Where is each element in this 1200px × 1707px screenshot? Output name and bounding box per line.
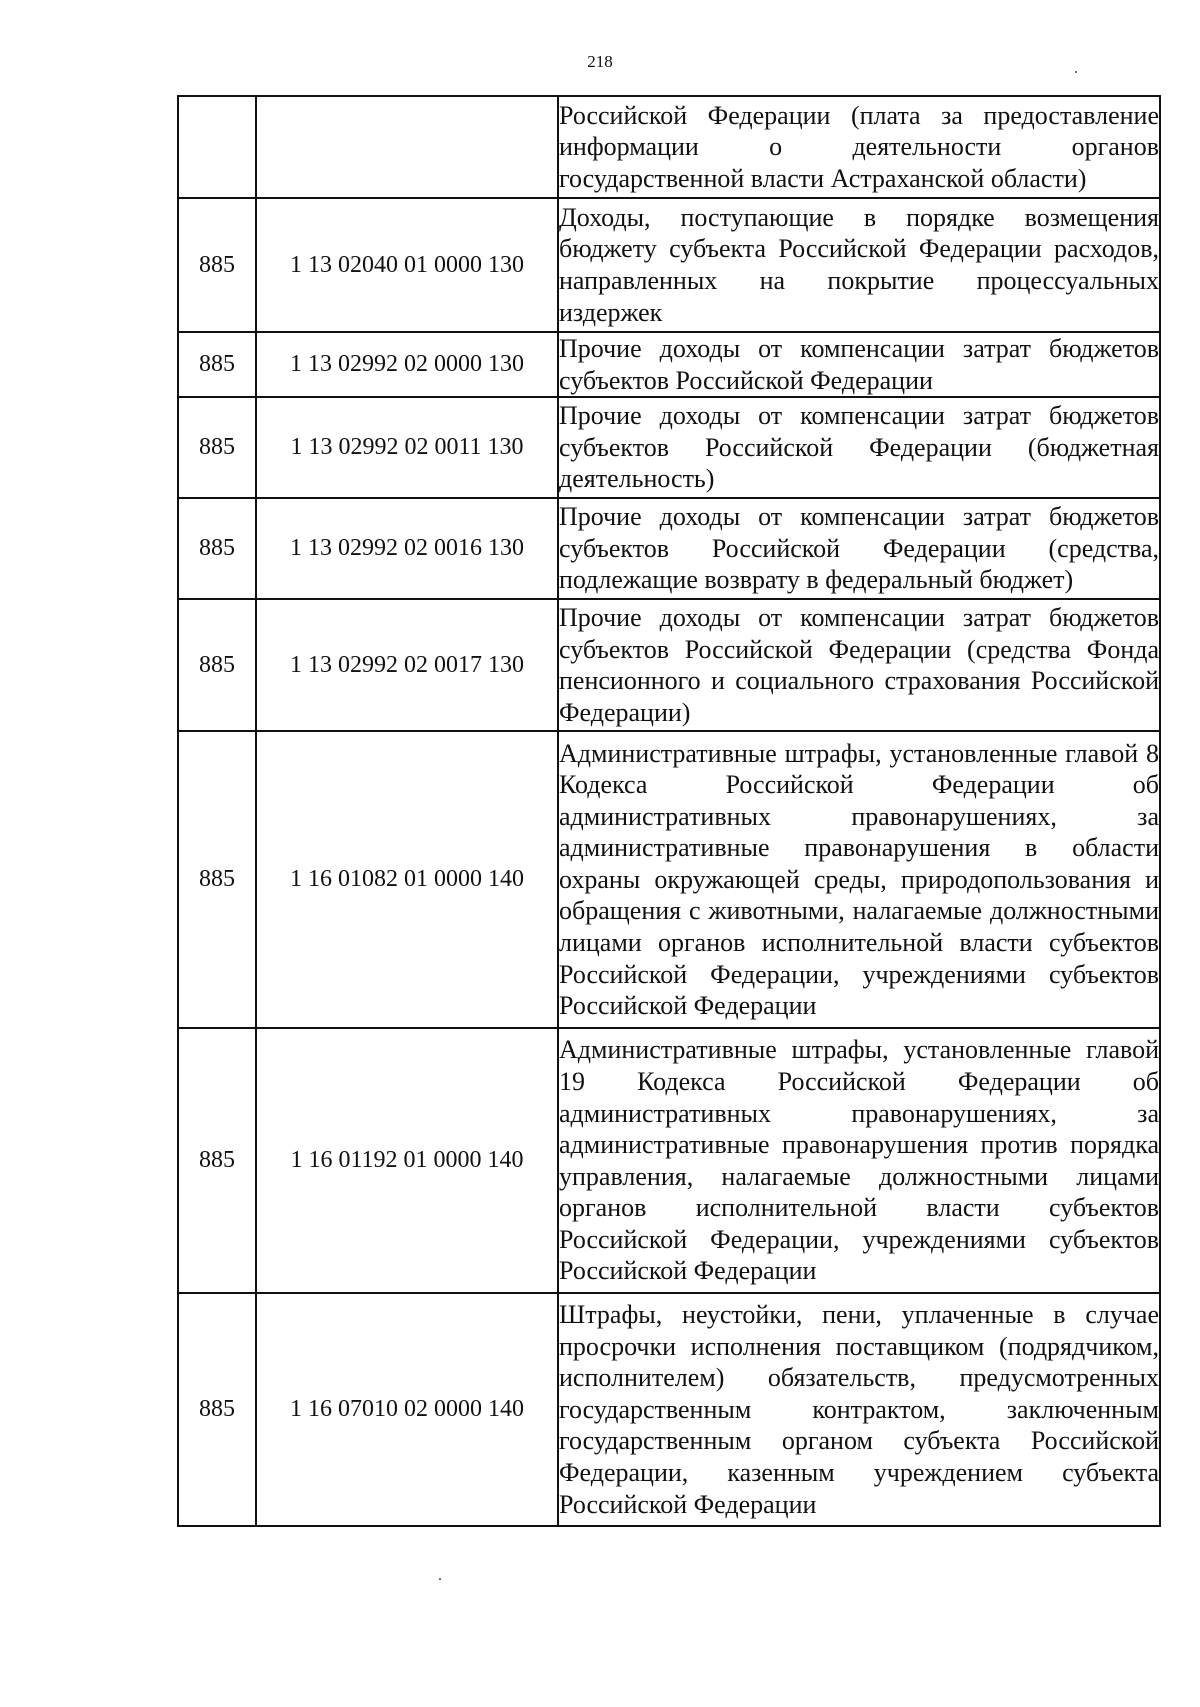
budget-code-cell — [256, 96, 558, 198]
description-cell: Российской Федерации (плата за предоставление информации о деятельности органов государственной власти Астраханской области) — [558, 96, 1160, 198]
budget-code-cell: 1 16 01082 01 0000 140 — [256, 731, 558, 1028]
table-row — [178, 397, 1160, 498]
budget-code-cell: 1 16 01192 01 0000 140 — [256, 1028, 558, 1293]
table-row — [178, 731, 1160, 1028]
admin-code-cell: 885 — [178, 332, 256, 397]
admin-code-cell: 885 — [178, 498, 256, 599]
admin-code-cell: 885 — [178, 1028, 256, 1293]
table-row — [178, 1028, 1160, 1293]
scan-speck — [439, 1578, 441, 1580]
budget-code-cell: 1 13 02040 01 0000 130 — [256, 198, 558, 332]
table-row — [178, 1293, 1160, 1526]
table-row — [178, 96, 1160, 198]
page-number: 218 — [587, 52, 613, 71]
description-cell: Штрафы, неустойки, пени, уплаченные в случае просрочки исполнения поставщиком (подрядчиком, исполнителем) обязательств, предусмотренных государственным контрактом, заключенным государственным органом субъекта Российской Федерации, казенным учреждением субъекта Российской Федерации — [558, 1293, 1160, 1526]
budget-code-cell: 1 13 02992 02 0011 130 — [256, 397, 558, 498]
description-cell: Прочие доходы от компенсации затрат бюджетов субъектов Российской Федерации — [558, 332, 1160, 397]
description-cell: Доходы, поступающие в порядке возмещения бюджету субъекта Российской Федерации расходов, направленных на покрытие процессуальных издержек — [558, 198, 1160, 332]
admin-code-cell: 885 — [178, 1293, 256, 1526]
table-row — [178, 198, 1160, 332]
description-cell: Прочие доходы от компенсации затрат бюджетов субъектов Российской Федерации (средства Фонда пенсионного и социального страхования Российской Федерации) — [558, 599, 1160, 731]
admin-code-cell: 885 — [178, 599, 256, 731]
description-cell: Прочие доходы от компенсации затрат бюджетов субъектов Российской Федерации (средства, подлежащие возврату в федеральный бюджет) — [558, 498, 1160, 599]
scan-speck — [1075, 71, 1077, 73]
budget-revenue-table — [177, 95, 1161, 1527]
description-cell: Административные штрафы, установленные главой 19 Кодекса Российской Федерации об административных правонарушениях, за административные правонарушения против порядка управления, налагаемые должностными лицами органов исполнительной власти субъектов Российской Федерации, учреждениями субъектов Российской Федерации — [558, 1028, 1160, 1293]
table-row — [178, 599, 1160, 731]
budget-code-cell: 1 13 02992 02 0000 130 — [256, 332, 558, 397]
admin-code-cell: 885 — [178, 731, 256, 1028]
admin-code-cell — [178, 96, 256, 198]
table-row — [178, 498, 1160, 599]
budget-code-cell: 1 13 02992 02 0016 130 — [256, 498, 558, 599]
description-cell: Административные штрафы, установленные главой 8 Кодекса Российской Федерации об административных правонарушениях, за административные правонарушения в области охраны окружающей среды, природопользования и обращения с животными, налагаемые должностными лицами органов исполнительной власти субъектов Российской Федерации, учреждениями субъектов Российской Федерации — [558, 731, 1160, 1028]
admin-code-cell: 885 — [178, 397, 256, 498]
admin-code-cell: 885 — [178, 198, 256, 332]
table-row — [178, 332, 1160, 397]
description-cell: Прочие доходы от компенсации затрат бюджетов субъектов Российской Федерации (бюджетная деятельность) — [558, 397, 1160, 498]
budget-code-cell: 1 16 07010 02 0000 140 — [256, 1293, 558, 1526]
budget-code-cell: 1 13 02992 02 0017 130 — [256, 599, 558, 731]
